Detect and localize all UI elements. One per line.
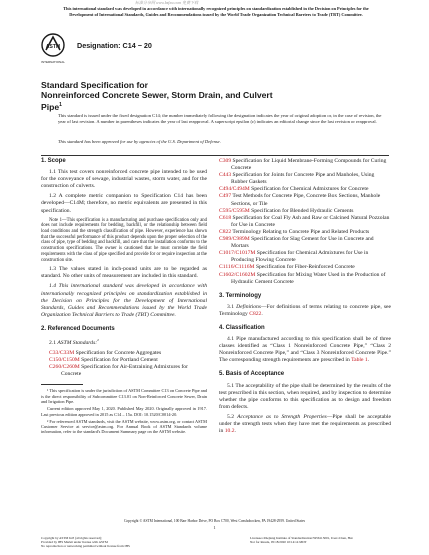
reference-title: Specification for Slag Cement for Use in Concrete and Mortars <box>231 236 374 250</box>
reference-title: Specification for Mixing Water Used in the Production of Hydraulic Cement Concrete <box>231 271 386 285</box>
terminology-link[interactable]: C822 <box>249 310 262 317</box>
reference-title: Specification for Liquid Membrane-Forming Compounds for Curing Concrete <box>231 158 387 172</box>
tbt-notice-line: Development of International Standards, Guides and Recommendations issued by the World Trade Organization Technical Barriers to Trade (TBT) Committee. <box>69 11 363 17</box>
reference-item <box>219 264 391 271</box>
reference-item <box>219 193 391 207</box>
p5-2-end: . <box>234 428 236 435</box>
p2-1-prefix: 2.1 <box>49 339 58 346</box>
reference-item <box>219 229 391 236</box>
title-line <box>41 101 381 113</box>
page-title <box>41 81 381 113</box>
p3-1-prefix: 3.1 <box>227 303 237 310</box>
reference-item <box>219 215 391 229</box>
p3-1-label: Definitions <box>236 303 261 310</box>
section-heading-referenced-documents: 2. Referenced Documents <box>41 325 115 332</box>
note-1: Note 1—This specification is a manufacturing and purchase specification only and does not include requirements for bedding, backfill, or the relationship between field load conditions and the strength classification of pipe. However, experience has shown that the successful performance of this product depends upon the proper selection of the class of pipe, type of bedding and backfill, and care that the installation conforms to the construction specifications. The owner is cautioned that he must correlate the field requirements with the class of pipe specified and provide for or require inspection at the construction site. <box>41 217 207 263</box>
p5-2-label: Acceptance as to Strength Properties <box>237 413 327 420</box>
paragraph-4-1 <box>219 336 391 364</box>
table-1-link[interactable]: Table 1 <box>351 357 368 364</box>
p2-1-label: ASTM Standards: <box>57 339 98 346</box>
reference-code-link[interactable]: C33/C33M <box>49 349 75 356</box>
title-line: Nonreinforced Concrete Sewer, Storm Drain, and Culvert <box>41 89 273 100</box>
reference-title: Specification for Air-Entraining Admixtures for Concrete <box>61 364 188 378</box>
reference-list-left <box>49 350 207 378</box>
p4-1-end: . <box>367 357 370 364</box>
reference-item <box>219 272 391 286</box>
section-10-2-link[interactable]: 10.2 <box>224 428 235 435</box>
reference-code-link[interactable]: C595/C595M <box>219 207 250 214</box>
paragraph-1-4: 1.4 This international standard was developed in accordance with internationally recognized principles on standardization established in the Decision on Principles for the Development of International Standards, Guides and Recommendations issued by the World Trade Organization Technical Barriers to Trade (TBT) Committee. <box>41 283 207 318</box>
reference-title: Specification for Chemical Admixtures for Concrete <box>249 186 369 193</box>
section-heading-basis-of-acceptance: 5. Basis of Acceptance <box>219 371 285 378</box>
reference-item <box>49 364 207 378</box>
section-heading-scope: 1. Scope <box>41 158 66 164</box>
p4-1-text: 4.1 Pipe manufactured according to this specification shall be of three classes identified as “Class 1 Nonreinforced Concrete Pipe,” “Class 2 Nonreinforced Concrete Pipe,” and “Class 3 Nonreinforced Concrete Pipe.” The corresponding strength requirements are prescribed in <box>219 336 391 364</box>
reference-title: Specification for Concrete Aggregates <box>74 349 162 356</box>
reference-code-link[interactable]: C260/C260M <box>49 364 80 371</box>
paragraph-1-1: 1.1 This test covers nonreinforced concrete pipe intended to be used for the conveyance of sewage, industrial wastes, storm water, and for the construction of culverts. <box>41 169 207 190</box>
reference-item <box>219 158 391 172</box>
astm-logo <box>41 33 65 73</box>
p2-1-footnote-mark: 2 <box>97 338 99 343</box>
license-info-right <box>250 536 400 544</box>
license-line: Licensee=Zhejiang Institute of Standardization/5956115001, User=Chen, Hui <box>250 536 353 540</box>
right-column <box>219 158 391 438</box>
license-line: Provided by IHS Markit under license with ASTM <box>41 540 108 545</box>
reference-code-link[interactable]: C618 <box>219 214 232 221</box>
reference-code-link[interactable]: C822 <box>219 228 232 235</box>
reference-title: Test Methods for Concrete Pipe, Concrete Box Sections, Manhole Sections, or Tile <box>231 193 381 207</box>
logo-wordmark: INTERNATIONAL <box>41 60 65 64</box>
paragraph-5-1: 5.1 The acceptability of the pipe shall be determined by the results of the test prescribed in this section, when required, and by inspection to determine whether the pipe conforms to this specification as to design and freedom from defects. <box>219 382 391 410</box>
reference-code-link[interactable]: C309 <box>219 158 232 164</box>
left-column <box>41 158 207 437</box>
svg-text:ASTM: ASTM <box>45 44 61 50</box>
reference-code-link[interactable]: C150/C150M <box>49 357 80 364</box>
header-divider <box>41 155 389 156</box>
paragraph-3-1 <box>219 304 391 318</box>
designation: Designation: C14 − 20 <box>77 41 152 50</box>
page-number: 1 <box>213 525 216 530</box>
footnote-2: ² For referenced ASTM standards, visit the ASTM website, www.astm.org, or contact ASTM Customer Service at service@astm.org. For Annual Book of ASTM Standards volume information, refer to the standard's Document Summary page on the ASTM website. <box>41 418 207 435</box>
tbt-notice-line: This international standard was developed in accordance with internationally recognized principles on standardization established in the Decision on Principles for the <box>63 6 369 11</box>
title-line: Standard Specification for <box>41 80 148 90</box>
reference-item <box>49 350 207 357</box>
reference-title: Specification for Chemical Admixtures for Use in Producing Flowing Concrete <box>231 250 369 264</box>
p5-2-text: —Pipe shall be acceptable under the strength tests when they have met the requirements as prescribed in <box>219 413 391 435</box>
paragraph-5-2 <box>219 414 391 435</box>
p3-1-text: —For definitions of terms relating to concrete pipe, see Terminology <box>219 303 391 317</box>
reference-title: Specification for Coal Fly Ash and Raw or Calcined Natural Pozzolan for Use in Concrete <box>231 214 390 228</box>
reference-code-link[interactable]: C443 <box>219 172 232 179</box>
title-line-pipe: Pipe <box>41 101 60 112</box>
reference-code-link[interactable]: C494/C494M <box>219 186 250 193</box>
footnote-1: ¹ This specification is under the jurisdiction of ASTM Committee C13 on Concrete Pipe and is the direct responsibility of Subcommittee C13.01 on Non-Reinforced Concrete Sewer, Drain and Irrigation Pipe. <box>41 388 207 404</box>
reference-code-link[interactable]: C1017/C1017M <box>219 250 256 257</box>
reference-code-link[interactable]: C989/C989M <box>219 236 250 243</box>
reference-title: Specification for Fiber-Reinforced Concrete <box>254 264 355 271</box>
license-line: Copyright by ASTM Int'l (all rights reserved); <box>41 536 102 540</box>
copyright-line: Copyright © ASTM International, 100 Barr Harbor Drive, PO Box C700, West Conshohocken, PA 19428-2959. United States <box>123 519 306 523</box>
reference-title: Specification for Blended Hydraulic Cements <box>249 207 354 214</box>
p3-1-end: . <box>261 310 263 317</box>
reference-title: Specification for Portland Cement <box>79 357 158 364</box>
reference-item <box>219 208 391 215</box>
tbt-notice <box>40 6 392 17</box>
reference-item <box>219 236 391 250</box>
reference-code-link[interactable]: C1116/C1116M <box>219 264 255 271</box>
p5-2-prefix: 5.2 <box>227 413 238 420</box>
footnote-divider <box>41 384 83 385</box>
footnote-1-edition: Current edition approved May 1, 2020. Published May 2020. Originally approved in 1917. Last previous edition approved in 2015 as C14 – 15a. DOI: 10.1520/C0014-20. <box>41 406 207 417</box>
reference-title: Specification for Joints for Concrete Pipe and Manholes, Using Rubber Gaskets <box>231 172 375 186</box>
issuance-note: This standard is issued under the fixed designation C14; the number immediately following the designation indicates the year of original adoption or, in the case of revision, the year of last revision. A number in parentheses indicates the year of last reapproval. A superscript epsilon (ε) indicates an editorial change since the last revision or reapproval. <box>58 113 382 124</box>
license-info-left <box>41 536 201 548</box>
reference-item <box>219 250 391 264</box>
license-line: No reproduction or networking permitted without license from IHS <box>41 544 130 549</box>
reference-item <box>219 172 391 186</box>
reference-code-link[interactable]: C1602/C1602M <box>219 271 256 278</box>
paragraph-1-2: 1.2 A complete metric companion to Specification C14 has been developed—C14M; therefore, no metric equivalents are presented in this specification. <box>41 193 207 214</box>
title-footnote-mark: 1 <box>59 101 62 108</box>
paragraph-1-3: 1.3 The values stated in inch-pound units are to be regarded as standard. No other units of measurement are included in this standard. <box>41 266 207 280</box>
reference-title: Terminology Relating to Concrete Pipe and Related Products <box>231 228 370 235</box>
paragraph-2-1 <box>41 337 207 347</box>
watermark-text: 标准分享网 www.bzfxw.com 免费下载 <box>135 0 199 5</box>
section-heading-classification: 4. Classification <box>219 324 265 331</box>
reference-code-link[interactable]: C497 <box>219 193 232 200</box>
dod-approval-note: This standard has been approved for use by agencies of the U.S. Department of Defense. <box>58 139 221 144</box>
reference-list-right <box>219 158 391 286</box>
section-heading-terminology: 3. Terminology <box>219 292 262 299</box>
license-line: Not for Resale, 05/18/2020 10:14:14 MDT <box>250 540 307 545</box>
